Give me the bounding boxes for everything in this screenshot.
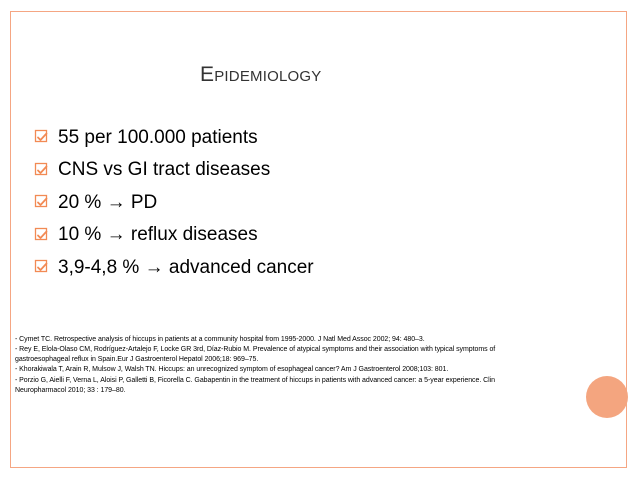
bullet-text: 3,9-4,8 % → advanced cancer (58, 256, 314, 278)
references (15, 335, 590, 396)
checkbox-icon (34, 227, 50, 243)
bullet-text: 10 % → reflux diseases (58, 224, 258, 246)
slide-title (200, 64, 590, 85)
reference-line: - Khorakiwala T, Arain R, Mulsow J, Walsh TN. Hiccups: an unrecognized symptom of esophageal cancer? Am J Gastroenterol 2008;103: 801. (15, 366, 449, 374)
slide-title-rest: PIDEMIOLOGY (214, 68, 322, 85)
bullet-text: 55 per 100.000 patients (58, 126, 258, 148)
bullet-item (34, 219, 584, 252)
slide-title-text (200, 64, 590, 85)
reference-line: - Cymet TC. Retrospective analysis of hiccups in patients at a community hospital from 1995-2000. J Natl Med Assoc 2002; 94: 480–3. (15, 336, 425, 343)
reference-line: - Rey E, Elola-Olaso CM, Rodríguez-Artalejo F, Locke GR 3rd, Díaz-Rubio M. Prevalence of atypical symptoms and their association with typical symptoms of (15, 346, 496, 354)
checkbox-icon (34, 129, 50, 145)
bullet-text: CNS vs GI tract diseases (58, 159, 271, 181)
bullet-list (34, 121, 584, 284)
checkbox-icon (34, 162, 50, 178)
bullet-text: 20 % → PD (58, 191, 158, 213)
orange-dot (586, 376, 628, 418)
bullet-item (34, 154, 584, 187)
bullet-item (34, 251, 584, 284)
bullet-item (34, 121, 584, 154)
reference-line: Neuropharmacol 2010; 33 : 179–80. (15, 386, 126, 394)
checkbox-icon (34, 259, 50, 275)
reference-line: - Porzio G, Aielli F, Verna L, Aloisi P, Galletti B, Ficorella C. Gabapentin in the treatment of hiccups in patients with advanced cancer: a 5-year experience. Clin (15, 376, 495, 384)
slide-title-first-letter: E (200, 63, 215, 86)
checkbox-icon (34, 194, 50, 210)
reference-line: gastroesophageal reflux in Spain.Eur J Gastroenterol Hepatol 2006;18: 969–75. (15, 356, 259, 364)
bullet-item (34, 186, 584, 219)
